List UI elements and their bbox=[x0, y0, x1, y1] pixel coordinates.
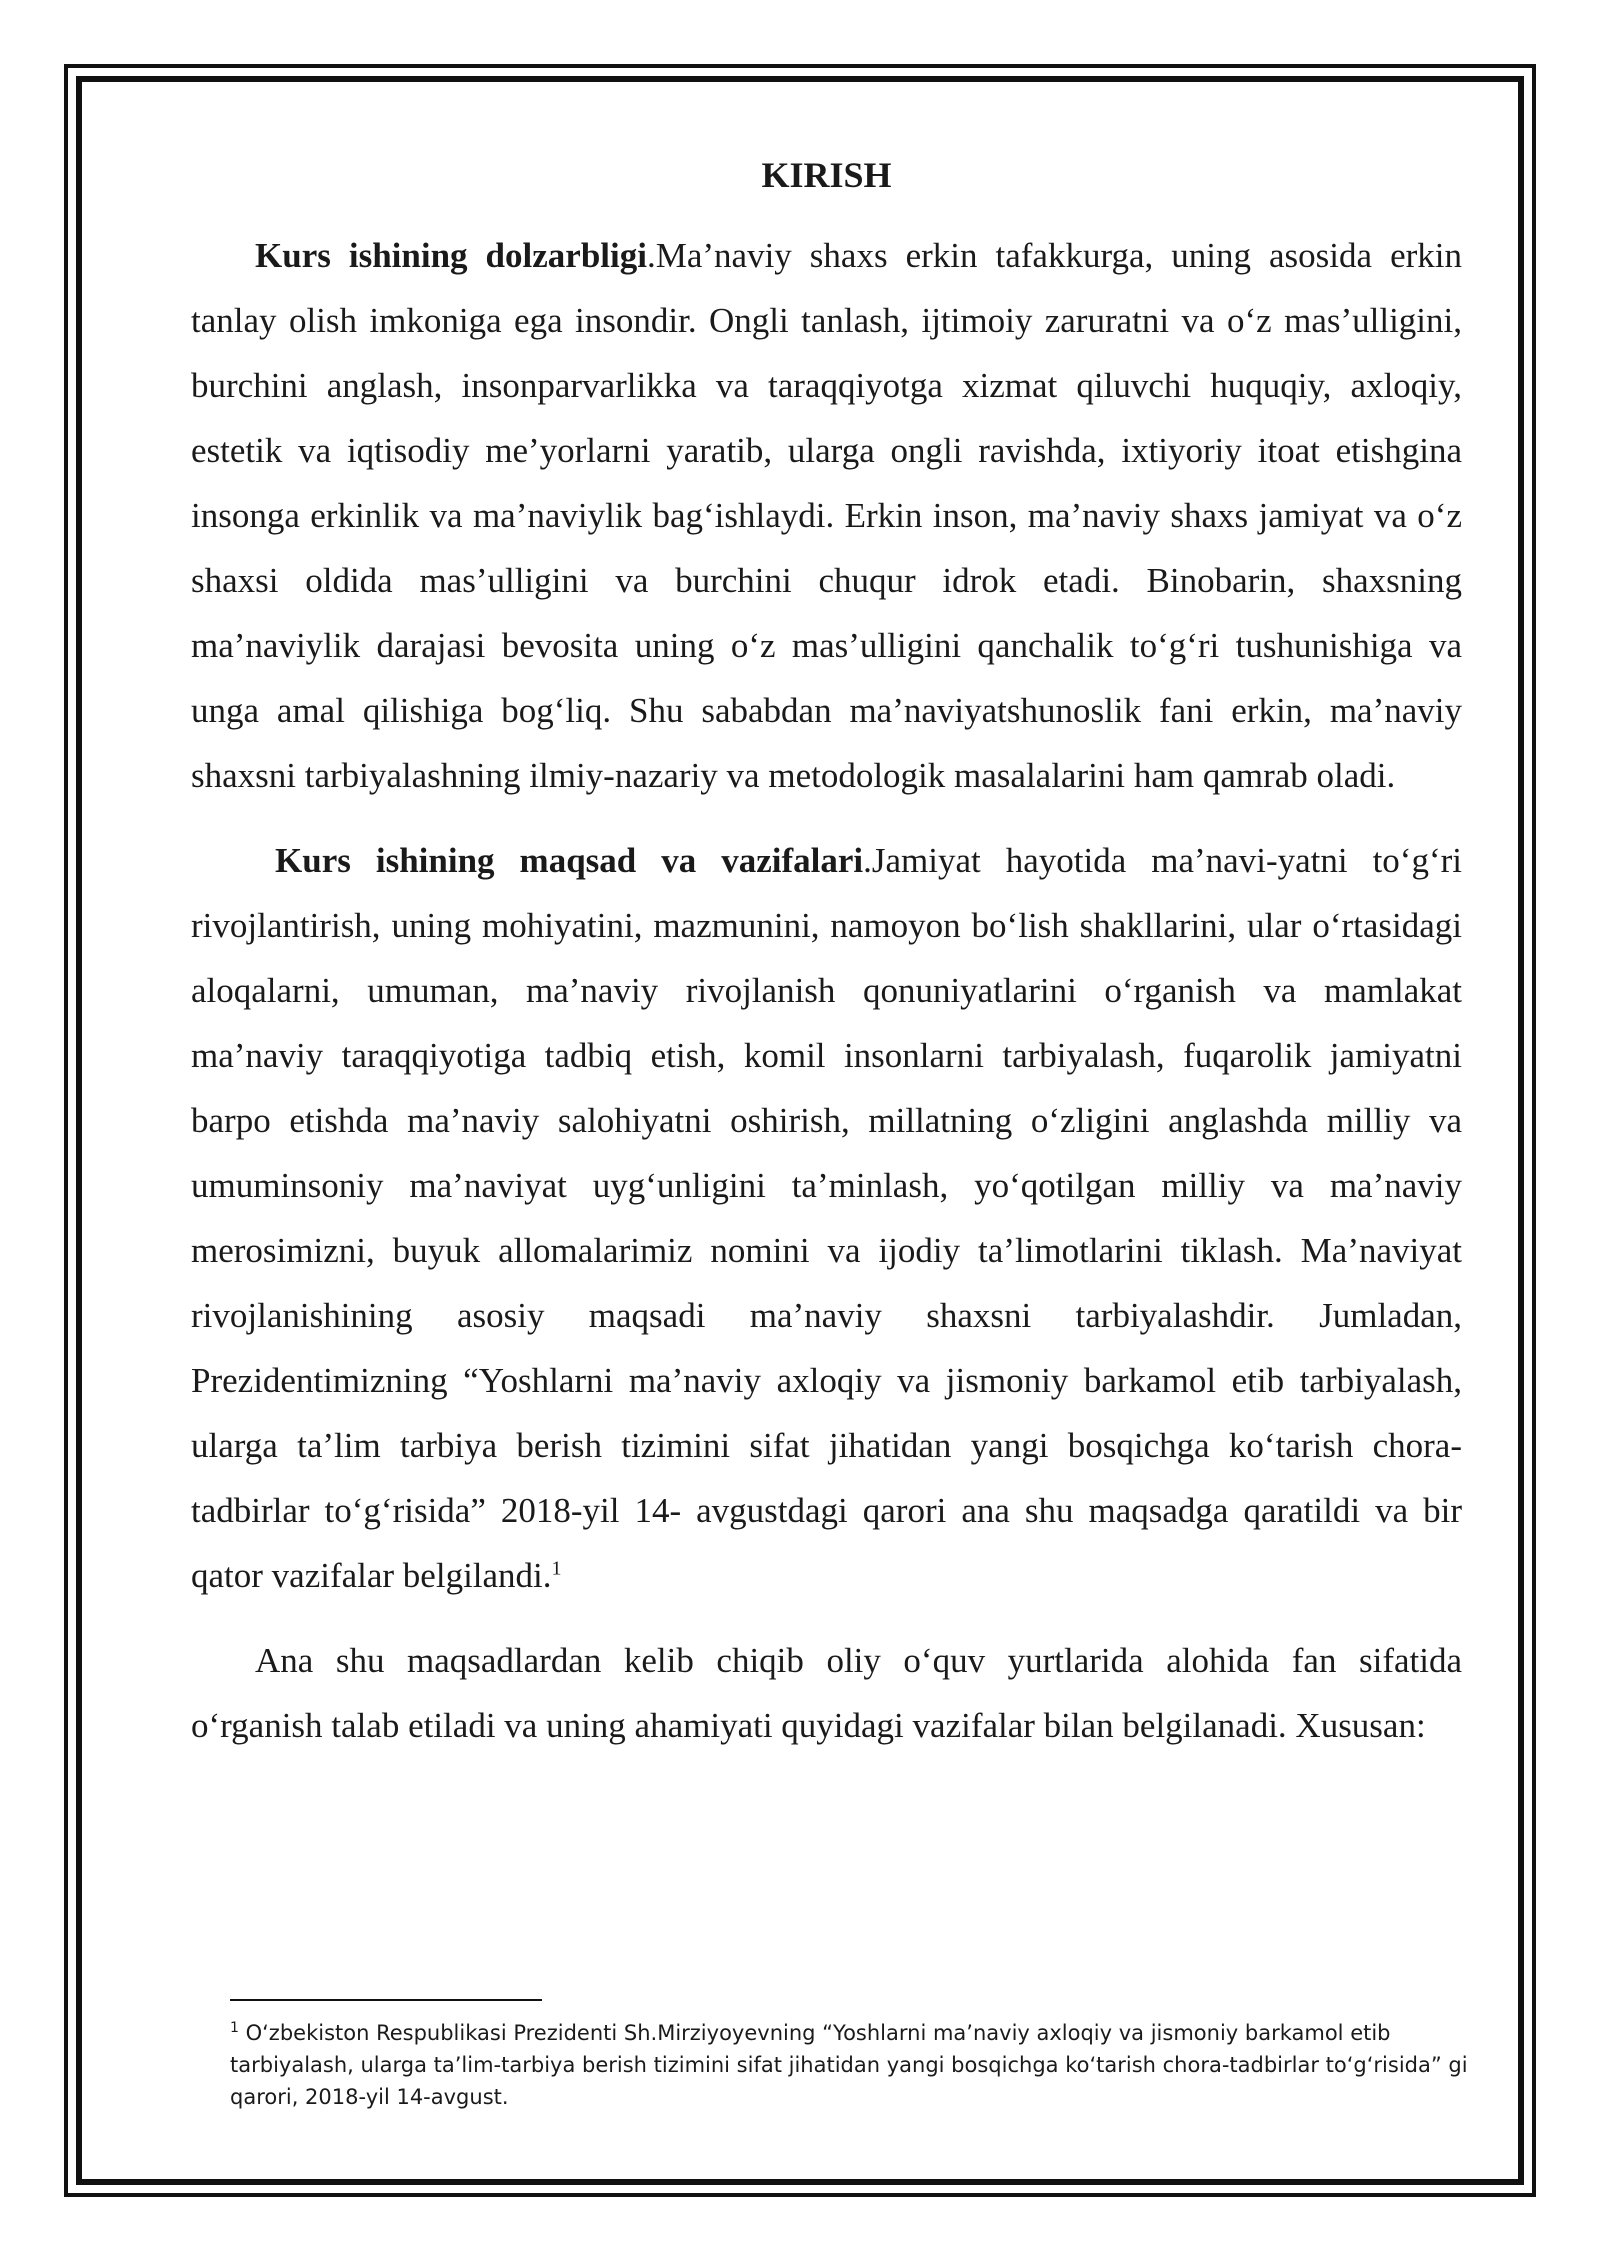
footnote-separator bbox=[230, 1999, 542, 2001]
document-body bbox=[191, 145, 1462, 1758]
paragraph-text-tasks: Ana shu maqsadlardan kelib chiqib oliy o‘quv yurtlarida alohida fan sifatida o‘rganish talab etiladi va uning ahamiyati quyidagi vazifalar bilan belgilanadi. Xususan: bbox=[191, 1641, 1462, 1745]
paragraph-text-relevance: .Ma’naviy shaxs erkin tafakkurga, uning asosida erkin tanlay olish imkoniga ega insondir. Ongli tanlash, ijtimoiy zaruratni va o‘z mas’ulligini, burchini anglash, insonparvarlikka va taraqqiyotga xizmat qiluvchi huquqiy, axloqiy, estetik va iqtisodiy me’yorlarni yaratib, ularga ongli ravishda, ixtiyoriy itoat etishgina insonga erkinlik va ma’naviylik bag‘ishlaydi. Erkin inson, ma’naviy shaxs jamiyat va o‘z shaxsi oldida mas’ulligini va burchini chuqur idrok etadi. Binobarin, shaxsning ma’naviylik darajasi bevosita uning o‘z mas’ulligini qanchalik to‘g‘ri tushunishiga va unga amal qilishiga bog‘liq. Shu sababdan ma’naviyatshunoslik fani erkin, ma’naviy shaxsni tarbiyalashning ilmiy-nazariy va metodologik masalalarini ham qamrab oladi. bbox=[191, 236, 1462, 795]
paragraph-tasks bbox=[191, 1628, 1462, 1758]
footnote-reference: 1 bbox=[551, 1557, 562, 1580]
footnote-marker: 1 bbox=[230, 2020, 239, 2036]
footnote-text: O‘zbekiston Respublikasi Prezidenti Sh.Mirziyoyevning “Yoshlarni ma’naviy axloqiy va jismoniy barkamol etib tarbiyalash, ularga ta’lim-tarbiya berish tizimini sifat jihatidan yangi bosqichga ko‘tarish chora-tadbirlar to‘g‘risida” gi qarori, 2018-yil 14-avgust. bbox=[230, 2021, 1468, 2109]
page-title: KIRISH bbox=[761, 155, 892, 195]
footnote bbox=[230, 2012, 1480, 2113]
paragraph-text-goals: .Jamiyat hayotida ma’navi-yatni to‘g‘ri rivojlantirish, uning mohiyatini, mazmunini, namoyon bo‘lish shakllarini, ular o‘rtasidagi aloqalarni, umuman, ma’naviy rivojlanish qonuniyatlarini o‘rganish va mamlakat ma’naviy taraqqiyotiga tadbiq etish, komil insonlarni tarbiyalash, fuqarolik jamiyatni barpo etishda ma’naviy salohiyatni oshirish, millatning o‘zligini anglashda milliy va umuminsoniy ma’naviyat uyg‘unligini ta’minlash, yo‘qotilgan milliy va ma’naviy merosimizni, buyuk allomalarimiz nomini va ijodiy ta’limotlarini tiklash. Ma’naviyat rivojlanishining asosiy maqsadi ma’naviy shaxsni tarbiyalashdir. Jumladan, Prezidentimizning “Yoshlarni ma’naviy axloqiy va jismoniy barkamol etib tarbiyalash, ularga ta’lim tarbiya berish tizimini sifat jihatidan yangi bosqichga ko‘tarish chora-tadbirlar to‘g‘risida” 2018-yil 14- avgustdagi qarori ana shu maqsadga qaratildi va bir qator vazifalar belgilandi. bbox=[191, 841, 1462, 1595]
paragraph-goals bbox=[191, 828, 1462, 1608]
paragraph-lead-relevance: Kurs ishining dolzarbligi bbox=[255, 236, 647, 275]
paragraph-lead-goals: Kurs ishining maqsad va vazifalari bbox=[275, 841, 864, 880]
paragraph-relevance bbox=[191, 223, 1462, 808]
